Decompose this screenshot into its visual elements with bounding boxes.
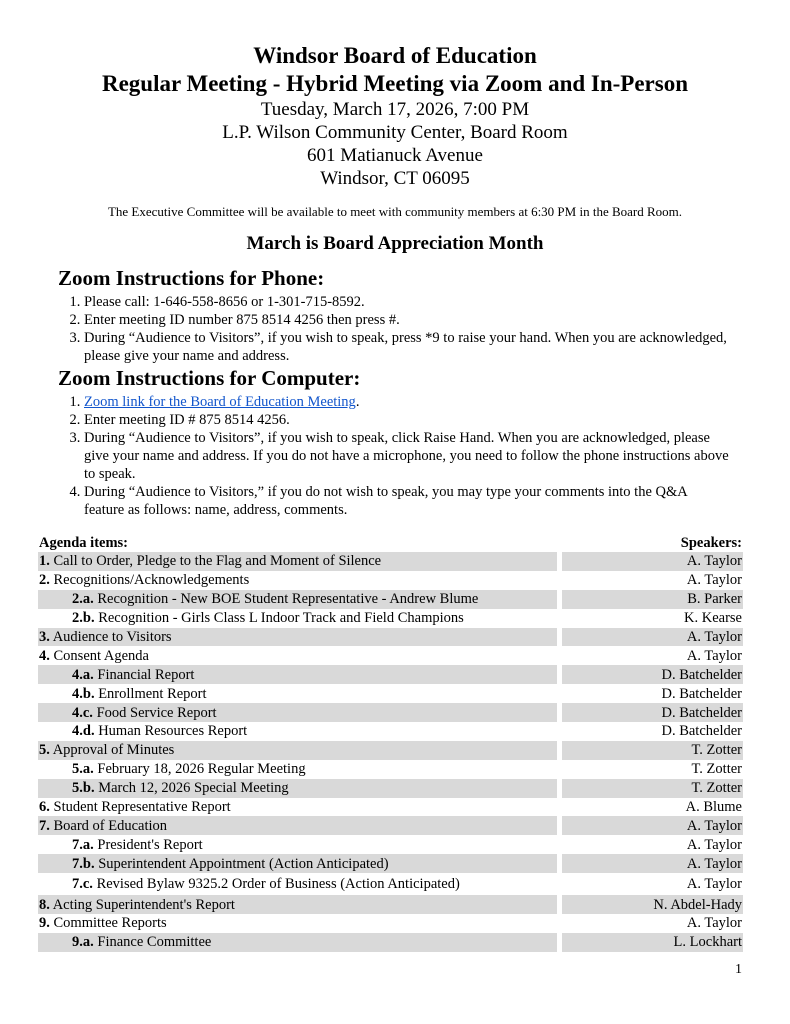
- agenda-item: [38, 665, 557, 684]
- agenda-item-number: 9.a.: [72, 934, 94, 951]
- agenda-speaker: N. Abdel-Hady: [562, 895, 743, 914]
- agenda-speaker: A. Taylor: [562, 628, 743, 647]
- list-item: 2. Enter meeting ID # 875 8514 4256.: [84, 411, 730, 429]
- table-row: [38, 646, 743, 665]
- agenda-speaker: A. Taylor: [686, 876, 742, 893]
- agenda-speaker: A. Taylor: [562, 854, 743, 873]
- table-row: [38, 628, 743, 647]
- zoom-phone-heading: Zoom Instructions for Phone:: [58, 266, 325, 290]
- agenda-item-text: Audience to Visitors: [52, 629, 172, 645]
- table-row: [38, 933, 743, 952]
- table-row: [38, 741, 743, 760]
- venue-street: 601 Matianuck Avenue: [307, 145, 483, 166]
- table-row: [38, 722, 743, 741]
- agenda-item-number: 4.c.: [72, 704, 93, 721]
- agenda-item-number: 7.a.: [72, 836, 94, 853]
- list-item: 4. During “Audience to Visitors,” if you do not wish to speak, you may type your comments into the Q&A feature as follows: name, address, comments.: [84, 483, 730, 519]
- venue-city: Windsor, CT 06095: [320, 168, 470, 189]
- agenda-speaker: D. Batchelder: [562, 665, 743, 684]
- agenda-item: [38, 684, 557, 703]
- agenda-item-number: 1.: [39, 553, 50, 570]
- agenda-item: [38, 914, 557, 933]
- agenda-item: [38, 816, 557, 835]
- agenda-item: [38, 895, 557, 914]
- agenda-item-text: Consent Agenda: [53, 647, 149, 664]
- board-title: Windsor Board of Education: [253, 43, 537, 68]
- agenda-item-number: 5.b.: [72, 780, 95, 797]
- agenda-speaker: A. Taylor: [686, 836, 742, 853]
- agenda-item-text: Call to Order, Pledge to the Flag and Moment of Silence: [53, 553, 382, 570]
- agenda-table: [38, 534, 743, 952]
- agenda-speaker: D. Batchelder: [661, 685, 742, 702]
- agenda-item-text: Financial Report: [97, 666, 195, 683]
- meeting-date: Tuesday, March 17, 2026, 7:00 PM: [260, 99, 530, 120]
- agenda-items-header: Agenda items:: [39, 535, 129, 551]
- agenda-item: [38, 571, 557, 590]
- agenda-item-text: Committee Reports: [53, 915, 167, 932]
- agenda-item-text: Acting Superintendent's Report: [52, 896, 235, 913]
- agenda-speaker: B. Parker: [562, 590, 743, 609]
- agenda-speaker: D. Batchelder: [661, 723, 742, 740]
- agenda-item-text: Student Representative Report: [53, 799, 231, 816]
- agenda-item: [38, 835, 557, 854]
- agenda-item: [38, 741, 557, 760]
- zoom-phone-steps: [0, 293, 790, 365]
- meeting-venue: L.P. Wilson Community Center, Board Room: [222, 122, 568, 143]
- table-row: [38, 895, 743, 914]
- agenda-speaker: D. Batchelder: [562, 703, 743, 722]
- agenda-item-text: Recognition - New BOE Student Representative - Andrew Blume: [97, 591, 479, 608]
- table-row: [38, 760, 743, 779]
- agenda-item-number: 7.: [39, 817, 50, 834]
- zoom-meeting-link[interactable]: Zoom link for the Board of Education Meeting: [84, 394, 356, 410]
- agenda-item-number: 4.b.: [72, 685, 95, 702]
- agenda-speaker: A. Taylor: [686, 915, 742, 932]
- agenda-item-text: Recognitions/Acknowledgements: [53, 572, 250, 589]
- agenda-item: [38, 646, 557, 665]
- agenda-header-row: [38, 534, 743, 552]
- list-item: 1. Please call: 1-646-558-8656 or 1-301-715-8592.: [84, 293, 730, 311]
- table-row: [38, 665, 743, 684]
- agenda-speaker: L. Lockhart: [562, 933, 743, 952]
- speakers-header: Speakers:: [680, 535, 742, 551]
- agenda-item-text: Food Service Report: [96, 704, 217, 721]
- agenda-speaker: A. Taylor: [686, 647, 742, 664]
- agenda-item: [38, 798, 557, 817]
- agenda-item-number: 6.: [39, 799, 50, 816]
- agenda-speaker: T. Zotter: [562, 741, 743, 760]
- list-item: 3. During “Audience to Visitors”, if you wish to speak, press *9 to raise your hand. When you are acknowledged, please give your name and address.: [84, 329, 730, 365]
- list-item: 2. Enter meeting ID number 875 8514 4256 then press #.: [84, 311, 730, 329]
- agenda-item-number: 2.a.: [72, 591, 94, 608]
- list-item: 3. During “Audience to Visitors”, if you wish to speak, click Raise Hand. When you are acknowledged, please give your name and address. If you do not have a microphone, you need to follow the phone instructions above to speak.: [84, 429, 730, 483]
- agenda-item: [38, 552, 557, 571]
- agenda-item-number: 4.d.: [72, 723, 95, 740]
- table-row: [38, 571, 743, 590]
- agenda-speaker: A. Taylor: [562, 816, 743, 835]
- executive-committee-note: The Executive Committee will be available to meet with community members at 6:30 PM in the Board Room.: [107, 204, 683, 219]
- agenda-item-text: Board of Education: [53, 817, 168, 834]
- agenda-item-number: 5.a.: [72, 761, 94, 778]
- table-row: [38, 779, 743, 798]
- agenda-speaker: T. Zotter: [562, 779, 743, 798]
- table-row: [38, 590, 743, 609]
- agenda-item-text: Human Resources Report: [98, 723, 248, 740]
- agenda-item-number: 2.b.: [72, 610, 95, 627]
- appreciation-banner: March is Board Appreciation Month: [246, 233, 544, 254]
- agenda-speaker: K. Kearse: [684, 610, 742, 627]
- agenda-item-number: 3.: [39, 629, 50, 645]
- zoom-computer-steps: [0, 393, 790, 519]
- agenda-item-number: 4.a.: [72, 666, 94, 683]
- agenda-item: [38, 590, 557, 609]
- agenda-item-text: Revised Bylaw 9325.2 Order of Business (Action Anticipated): [96, 876, 460, 893]
- table-row: [38, 873, 743, 895]
- agenda-item-text: February 18, 2026 Regular Meeting: [97, 761, 306, 778]
- agenda-item: [38, 854, 557, 873]
- agenda-item-number: 7.b.: [72, 855, 95, 872]
- agenda-item-number: 7.c.: [72, 876, 93, 893]
- table-row: [38, 816, 743, 835]
- agenda-item-text: Superintendent Appointment (Action Anticipated): [98, 855, 389, 872]
- zoom-computer-heading: Zoom Instructions for Computer:: [58, 366, 361, 390]
- page-number: 1: [735, 962, 742, 977]
- agenda-item-text: Approval of Minutes: [52, 742, 175, 759]
- agenda-item-number: 4.: [39, 647, 50, 664]
- agenda-item-text: Recognition - Girls Class L Indoor Track and Field Champions: [98, 610, 464, 627]
- table-row: [38, 609, 743, 628]
- agenda-item: [38, 628, 557, 647]
- agenda-item-number: 8.: [39, 896, 50, 913]
- agenda-item: [38, 722, 557, 741]
- agenda-item: [38, 760, 557, 779]
- agenda-speaker: A. Taylor: [562, 552, 743, 571]
- agenda-item-text: March 12, 2026 Special Meeting: [98, 780, 289, 797]
- agenda-item: [38, 609, 557, 628]
- agenda-item-text: President's Report: [97, 836, 203, 853]
- meeting-title: Regular Meeting - Hybrid Meeting via Zoom and In-Person: [101, 71, 689, 96]
- table-row: [38, 835, 743, 854]
- agenda-item: [38, 933, 557, 952]
- agenda-item-number: 5.: [39, 742, 50, 759]
- table-row: [38, 684, 743, 703]
- link-suffix: .: [355, 394, 360, 410]
- list-item: [84, 393, 730, 411]
- agenda-item-text: Finance Committee: [97, 934, 212, 951]
- table-row: [38, 703, 743, 722]
- agenda-speaker: A. Taylor: [686, 572, 742, 589]
- agenda-speaker: T. Zotter: [691, 761, 742, 778]
- agenda-item-text: Enrollment Report: [98, 685, 207, 702]
- table-row: [38, 914, 743, 933]
- table-row: [38, 552, 743, 571]
- agenda-item: [38, 873, 557, 895]
- agenda-item-number: 2.: [39, 572, 50, 589]
- table-row: [38, 854, 743, 873]
- agenda-item: [38, 703, 557, 722]
- table-row: [38, 798, 743, 817]
- agenda-item-number: 9.: [39, 915, 50, 932]
- agenda-item: [38, 779, 557, 798]
- agenda-speaker: A. Blume: [685, 799, 742, 816]
- document-header: [0, 0, 790, 190]
